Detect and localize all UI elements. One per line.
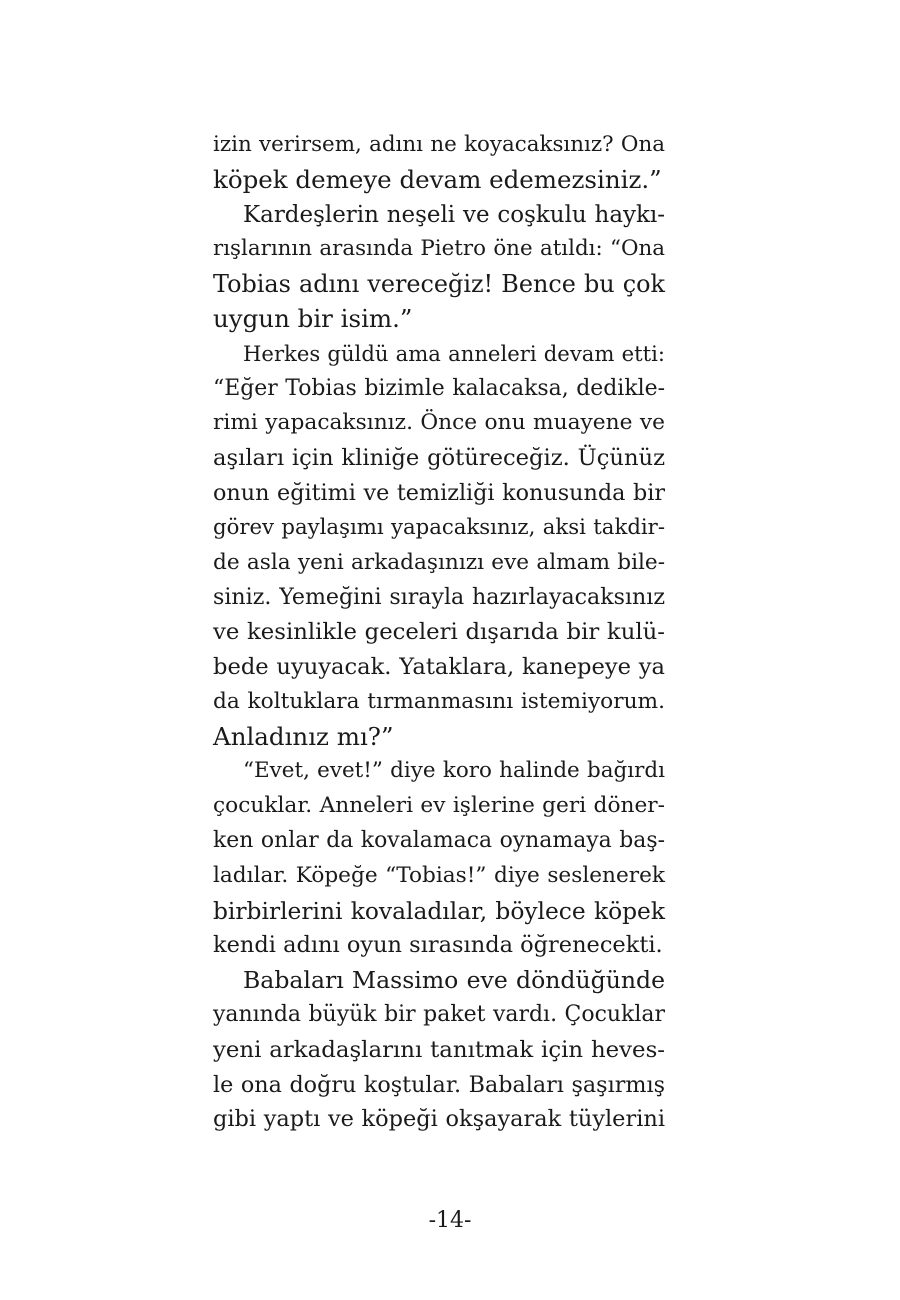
text-line: bede uyuyacak. Yataklara, kanepeye ya xyxy=(213,653,665,680)
text-line: görev paylaşımı yapacaksınız, aksi takdir- xyxy=(213,514,665,540)
text-line: izin verirsem, adını ne koyacaksınız? Ona xyxy=(213,132,665,157)
text-line: ladılar. Köpeğe “Tobias!” diye seslenerek xyxy=(213,862,665,888)
text-line: çocuklar. Anneleri ev işlerine geri döner- xyxy=(213,793,665,819)
text-line: Anladınız mı?” xyxy=(213,721,394,751)
text-line: le ona doğru koştular. Babaları şaşırmış xyxy=(213,1071,665,1098)
text-line: “Evet, evet!” diye koro halinde bağırdı xyxy=(243,758,665,784)
text-line: siniz. Yemeğini sırayla hazırlayacaksınız xyxy=(213,584,665,611)
text-line: rimi yapacaksınız. Önce onu muayene ve xyxy=(213,410,665,436)
text-line: Babaları Massimo eve döndüğünde xyxy=(243,966,665,995)
text-line: rışlarının arasında Pietro öne atıldı: “Ona xyxy=(213,236,665,262)
text-line: Kardeşlerin neşeli ve coşkulu haykı- xyxy=(243,201,665,228)
text-line: da koltuklara tırmanmasını istemiyorum. xyxy=(213,688,665,714)
text-line: gibi yaptı ve köpeği okşayarak tüylerini xyxy=(213,1106,665,1133)
text-line: yanında büyük bir paket vardı. Çocuklar xyxy=(213,1001,665,1027)
text-line: ve kesinlikle geceleri dışarıda bir kulü- xyxy=(213,619,665,646)
text-line: aşıları için kliniğe götüreceğiz. Üçünüz xyxy=(213,445,665,472)
body-text xyxy=(213,128,665,1137)
text-line: onun eğitimi ve temizliği konusunda bir xyxy=(213,479,665,506)
text-line: ken onlar da kovalamaca oynamaya baş- xyxy=(213,827,665,853)
text-line: de asla yeni arkadaşınızı eve almam bile- xyxy=(213,549,665,575)
page-number: -14- xyxy=(428,1208,472,1233)
text-line: birbirlerini kovaladılar, böylece köpek xyxy=(213,896,665,925)
text-line: kendi adını oyun sırasında öğrenecekti. xyxy=(213,932,663,959)
text-line: yeni arkadaşlarını tanıtmak için heves- xyxy=(213,1036,665,1063)
text-line: “Eğer Tobias bizimle kalacaksa, dedikle- xyxy=(213,375,665,401)
text-line: Herkes güldü ama anneleri devam etti: xyxy=(243,340,665,366)
text-line: uygun bir isim.” xyxy=(213,303,413,333)
text-line: Tobias adını vereceğiz! Bence bu çok xyxy=(213,270,665,299)
text-line: köpek demeye devam edemezsiniz.” xyxy=(213,164,662,194)
